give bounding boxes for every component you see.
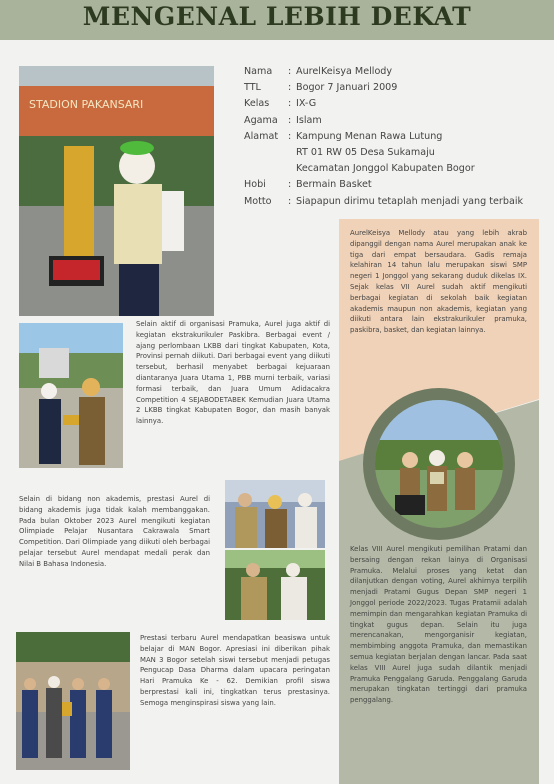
intro-paragraph: AurelKeisya Mellody atau yang lebih akrab dipanggil dengan nama Aurel merupakan anak ke tiga dari empat bersaudara. Gadis remaja kelahiran 14 tahun lalu merupakan siswi SMP negeri 1 Jonggol yang sekarang duduk dikelas IX. Sejak kelas VII Aurel sudah aktif mengikuti berbagai kegiatan di sekolah baik kegiatan akademis maupun non akademis, kegiatan yang diikuti antara lain ekstrakurikuler pramuka, paskibra, basket, dan kegiatan lainnya. bbox=[350, 229, 527, 335]
bio-row-agama: Agama : Islam bbox=[244, 113, 544, 129]
bio-value: Siapapun dirimu tetaplah menjadi yang terbaik bbox=[296, 195, 524, 207]
bio-row-kelas: Kelas : IX-G bbox=[244, 96, 544, 112]
bio-value: Kecamatan Jonggol Kabupaten Bogor bbox=[296, 163, 475, 175]
bio-row-motto: Motto : Siapapun dirimu tetaplah menjadi yang terbaik bbox=[244, 194, 544, 210]
photo-paskibra-award bbox=[19, 323, 123, 468]
bio-value: Kampung Menan Rawa Lutung bbox=[296, 130, 443, 142]
page-title: MENGENAL LEBIH DEKAT bbox=[82, 2, 472, 31]
photo-olimpiade-2 bbox=[225, 550, 325, 620]
paskibra-paragraph: Selain aktif di organisasi Pramuka, Aurel juga aktif di kegiatan ekstrakurikuler Paskibra. Berbagai event / ajang perlombaan LKBB dari tingkat Kabupaten, Kota, Provinsi pernah diikuti. Dari berbagai event yang diikuti tersebut, berhasil menyabet berbagai kejuaraan diantaranya Juara Utama 1, PBB murni terbaik, variasi formasi terbaik, dan Juara Umum Adidacakra Competition 4 SEJABODETABEK Kemudian Juara Utama 2 LKBB tingkat Kabupaten Bogor, dan masih banyak lainnya. bbox=[136, 320, 330, 426]
bio-row-hobi: Hobi : Bermain Basket bbox=[244, 177, 544, 193]
bio-row-nama: Nama : AurelKeisya Mellody bbox=[244, 64, 544, 80]
photo-trophy bbox=[19, 66, 214, 316]
bio-value: AurelKeisya Mellody bbox=[296, 66, 393, 77]
photo-olimpiade-1 bbox=[225, 480, 325, 548]
circle-photo-frame bbox=[363, 388, 515, 540]
bio-value: Islam bbox=[296, 114, 322, 126]
akademik-paragraph: Selain di bidang non akademis, prestasi Aurel di bidang akademis juga tidak kalah membanggakan. Pada bulan Oktober 2023 Aurel mengikuti kegiatan Olimpiade Pelajar Nusantara Cakrawala Smart Competition. Dari Olimpiade yang diikuti oleh berbagai pelajar tersebut Aurel mendapat medali perak dan Nilai B Bahasa Indonesia. bbox=[19, 495, 210, 568]
photo-man-bogor bbox=[16, 632, 130, 770]
bio-row-ttl: TTL : Bogor 7 Januari 2009 bbox=[244, 80, 544, 96]
photo-pramuka-group bbox=[375, 400, 503, 528]
title-bar bbox=[0, 0, 554, 40]
bio-table bbox=[244, 64, 544, 210]
bio-value: IX-G bbox=[296, 98, 317, 110]
stadium-sign-text: STADION PAKANSARI bbox=[29, 98, 144, 111]
beasiswa-paragraph: Prestasi terbaru Aurel mendapatkan beasiswa untuk belajar di MAN Bogor. Apresiasi ini diberikan pihak MAN 3 Bogor setelah siswi tersebut menjadi petugas Pengucap Dasa Dharma dalam upacara peringatan Hari Pramuka Ke - 62. Demikian profil siswa berprestasi kali ini, tingkatkan terus prestasinya. Semoga menginspirasi siswa yang lain. bbox=[140, 634, 330, 707]
pratami-paragraph: Kelas VIII Aurel mengikuti pemilihan Pratami dan bersaing dengan rekan lainya di Organisasi Pramuka. Melalui proses yang ketat dan dilanjutkan dengan voting, Aurel akhirnya terpilih menjadi Pratami Gugus Depan SMP negeri 1 Jonggol periode 2022/2023. Tugas Pratamii adalah memimpin dan mengarahkan kegiatan Pramuka di tingkat gugus depan. Selain itu juga merencanakan, mengorganisir kegiatan, membimbing anggota Pramuka, dan memastikan semua kegiatan berjalan dengan lancar. Pada saat kelas VIII Aurel juga sudah dilantik menjadi Pramuka Penggalang Garuda. Penggalang Garuda merupakan tingkatan tertinggi dari pramuka penggalang. bbox=[350, 545, 527, 705]
bio-value: RT 01 RW 05 Desa Sukamaju bbox=[296, 147, 435, 159]
bio-value: Bermain Basket bbox=[296, 179, 372, 191]
bio-row-alamat: Alamat : Kampung Menan Rawa Lutung bbox=[244, 129, 544, 145]
bio-row-alamat-2 bbox=[244, 145, 544, 161]
bio-row-alamat-3 bbox=[244, 161, 544, 177]
bio-value: Bogor 7 Januari 2009 bbox=[296, 82, 398, 94]
